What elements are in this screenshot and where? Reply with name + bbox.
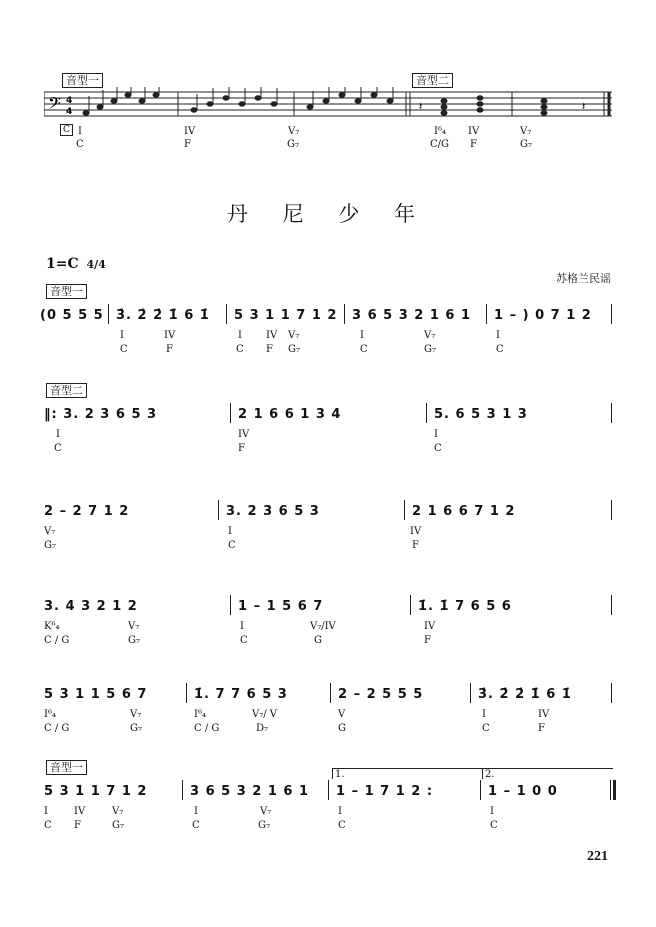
s4-letter-4: G bbox=[314, 635, 322, 646]
s1-m4: 3 6 5 3 2 1 6 1 bbox=[352, 308, 472, 323]
s6-roman-4: I bbox=[194, 806, 198, 817]
s3-m1: 2 – 2 7 1 2 bbox=[44, 504, 130, 519]
s4-letter-2: G₇ bbox=[128, 635, 140, 646]
s1-roman-3: I bbox=[238, 330, 242, 341]
s6-letter-3: G₇ bbox=[112, 820, 124, 831]
s6-letter-6: C bbox=[338, 820, 346, 831]
s4-roman-5: IV bbox=[424, 621, 436, 632]
s6-roman-5: V₇ bbox=[260, 806, 272, 817]
s2-roman-1: I bbox=[56, 429, 60, 440]
s2-m3: 5. 6 5 3 1 3 bbox=[434, 407, 528, 422]
letter-b-2: F bbox=[470, 139, 477, 150]
s6-m2: 3 6 5 3 2 1 6 1 bbox=[190, 784, 310, 799]
pattern-label-a: 音型一 bbox=[62, 73, 103, 88]
song-title: 丹 尼 少 年 bbox=[226, 202, 430, 226]
letter-a-1: C bbox=[76, 139, 84, 150]
s2-letter-3: C bbox=[434, 443, 442, 454]
s6-letter-5: G₇ bbox=[258, 820, 270, 831]
s3-letter-2: C bbox=[228, 540, 236, 551]
s5-m2: 1̇. 7 7 6 5 3 bbox=[194, 687, 288, 702]
svg-text:𝄽: 𝄽 bbox=[419, 100, 423, 113]
s3-roman-3: IV bbox=[410, 526, 422, 537]
s3-letter-3: F bbox=[412, 540, 419, 551]
s1-m2: 3̇. 2̇ 2̇ 1̇ 6 1̇ bbox=[116, 308, 210, 323]
s5-m3: 2 – 2 5 5 5 bbox=[338, 687, 424, 702]
s1-roman-6: I bbox=[360, 330, 364, 341]
s4-roman-2: V₇ bbox=[128, 621, 140, 632]
s6-letter-7: C bbox=[490, 820, 498, 831]
s5-letter-4: D₇ bbox=[256, 723, 269, 734]
s5-roman-7: IV bbox=[538, 709, 550, 720]
s3-roman-2: I bbox=[228, 526, 232, 537]
s1-roman-8: I bbox=[496, 330, 500, 341]
system-3 bbox=[44, 480, 614, 560]
system-5 bbox=[44, 663, 614, 743]
s5-roman-4: V₇/ V bbox=[252, 709, 277, 720]
s1-letter-6: C bbox=[360, 344, 368, 355]
s6-m4: 1 – 1 0 0 bbox=[488, 784, 558, 799]
s1-roman-4: IV bbox=[266, 330, 278, 341]
roman-a-3: V₇ bbox=[288, 126, 300, 137]
roman-b-1: I⁶₄ bbox=[434, 126, 446, 137]
s5-letter-7: F bbox=[538, 723, 545, 734]
s1-roman-1: I bbox=[120, 330, 124, 341]
system-6 bbox=[44, 760, 614, 840]
letter-a-3: G₇ bbox=[287, 139, 299, 150]
s6-roman-1: I bbox=[44, 806, 48, 817]
roman-a-2: IV bbox=[184, 126, 196, 137]
s6-roman-7: I bbox=[490, 806, 494, 817]
svg-text:4: 4 bbox=[66, 107, 73, 117]
s2-m2: 2 1 6 6 1 3 4 bbox=[238, 407, 342, 422]
song-origin: 苏格兰民谣 bbox=[556, 272, 611, 285]
s5-m4: 3̇. 2̇ 2̇ 1̇ 6 1̇ bbox=[478, 687, 572, 702]
s4-roman-4: V₇/IV bbox=[310, 621, 336, 632]
volta-1: 1. bbox=[332, 768, 483, 779]
s1-m1: (0 5 5 5 bbox=[40, 308, 104, 323]
page-number: 221 bbox=[587, 849, 608, 864]
s5-roman-5: V bbox=[338, 709, 346, 720]
s1-letter-7: G₇ bbox=[424, 344, 436, 355]
s4-roman-3: I bbox=[240, 621, 244, 632]
roman-a-1: I bbox=[78, 126, 82, 137]
key-signature bbox=[46, 256, 106, 272]
s1-m5: 1 – ) 0 7 1 2 bbox=[494, 308, 592, 323]
s2-letter-1: C bbox=[54, 443, 62, 454]
key-text: 1=C bbox=[46, 256, 79, 272]
s4-letter-3: C bbox=[240, 635, 248, 646]
letter-b-1: C/G bbox=[430, 139, 450, 150]
s1-letter-2: F bbox=[166, 344, 173, 355]
s4-m3: 1̇. 1̇ 7 6 5 6 bbox=[418, 599, 512, 614]
svg-text:4: 4 bbox=[66, 96, 73, 106]
s5-letter-5: G bbox=[338, 723, 346, 734]
s5-roman-6: I bbox=[482, 709, 486, 720]
s5-roman-1: I⁶₄ bbox=[44, 709, 56, 720]
s1-letter-3: C bbox=[236, 344, 244, 355]
s2-letter-2: F bbox=[238, 443, 245, 454]
volta-2: 2. bbox=[482, 768, 613, 779]
s6-letter-4: C bbox=[192, 820, 200, 831]
s5-letter-1: C / G bbox=[44, 723, 70, 734]
s1-letter-5: G₇ bbox=[288, 344, 300, 355]
s1-letter-1: C bbox=[120, 344, 128, 355]
s4-m1: 3. 4 3 2 1 2 bbox=[44, 599, 138, 614]
s5-roman-3: I⁶₄ bbox=[194, 709, 206, 720]
s4-m2: 1 – 1 5 6 7 bbox=[238, 599, 324, 614]
s4-roman-1: K⁶₄ bbox=[44, 621, 60, 632]
letter-a-2: F bbox=[184, 139, 191, 150]
system-2-label: 音型二 bbox=[46, 383, 87, 398]
s1-roman-5: V₇ bbox=[288, 330, 300, 341]
s5-letter-3: C / G bbox=[194, 723, 220, 734]
s6-letter-1: C bbox=[44, 820, 52, 831]
letter-b-3: G₇ bbox=[520, 139, 532, 150]
system-6-label: 音型一 bbox=[46, 760, 87, 775]
system-2 bbox=[44, 383, 614, 463]
s3-m2: 3. 2 3 6 5 3 bbox=[226, 504, 320, 519]
system-4 bbox=[44, 575, 614, 655]
s4-letter-1: C / G bbox=[44, 635, 70, 646]
s1-roman-2: IV bbox=[164, 330, 176, 341]
s5-roman-2: V₇ bbox=[130, 709, 142, 720]
roman-b-3: V₇ bbox=[520, 126, 532, 137]
s6-m1: 5 3 1 1 7 1 2 bbox=[44, 784, 148, 799]
s6-letter-2: F bbox=[74, 820, 81, 831]
s2-roman-2: IV bbox=[238, 429, 250, 440]
bass-staff bbox=[44, 86, 614, 126]
s5-letter-6: C bbox=[482, 723, 490, 734]
s6-roman-3: V₇ bbox=[112, 806, 124, 817]
s6-m3: 1 – 1 7 1 2 : bbox=[336, 784, 434, 799]
svg-text:𝄢: 𝄢 bbox=[48, 93, 61, 117]
s4-letter-5: F bbox=[424, 635, 431, 646]
roman-b-2: IV bbox=[468, 126, 480, 137]
s5-letter-2: G₇ bbox=[130, 723, 142, 734]
system-1-label: 音型一 bbox=[46, 284, 87, 299]
svg-text:𝄽: 𝄽 bbox=[582, 100, 586, 113]
s1-m3: 5 3 1 1 7 1 2 bbox=[234, 308, 338, 323]
s5-m1: 5 3 1 1 5 6 7 bbox=[44, 687, 148, 702]
s3-roman-1: V₇ bbox=[44, 526, 56, 537]
s1-roman-7: V₇ bbox=[424, 330, 436, 341]
pattern-label-b: 音型二 bbox=[412, 73, 453, 88]
s3-m3: 2 1 6 6 7 1 2 bbox=[412, 504, 516, 519]
s3-letter-1: G₇ bbox=[44, 540, 56, 551]
key-box: C bbox=[60, 124, 73, 136]
s6-roman-2: IV bbox=[74, 806, 86, 817]
s6-roman-6: I bbox=[338, 806, 342, 817]
s1-letter-8: C bbox=[496, 344, 504, 355]
s2-roman-3: I bbox=[434, 429, 438, 440]
s2-m1: ‖: 3. 2 3 6 5 3 bbox=[44, 407, 158, 422]
system-1 bbox=[40, 284, 614, 364]
time-signature: 4/4 bbox=[86, 258, 106, 271]
s1-letter-4: F bbox=[266, 344, 273, 355]
